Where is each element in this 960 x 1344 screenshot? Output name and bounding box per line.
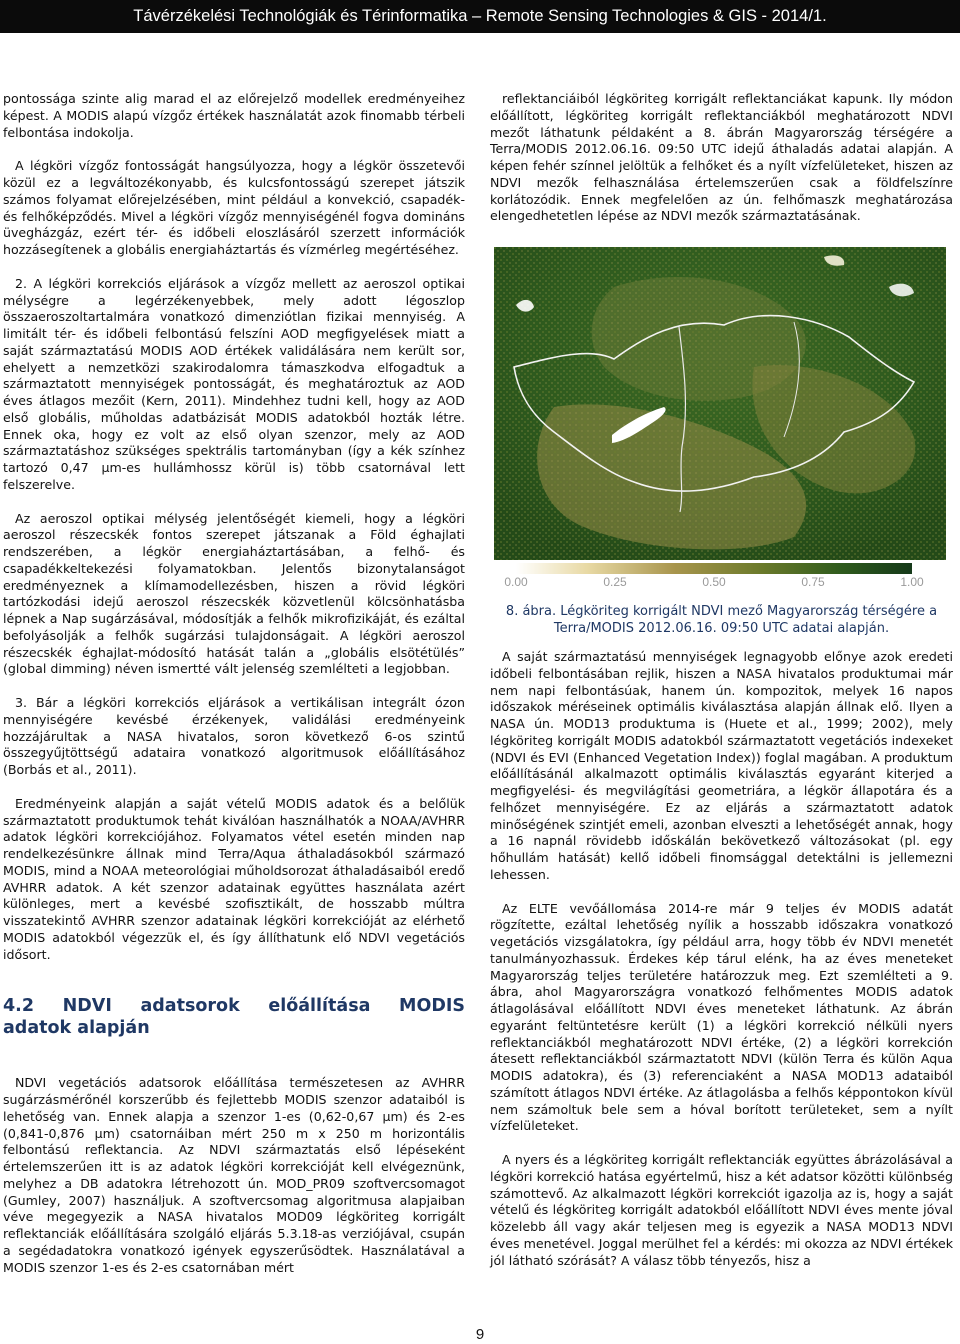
paragraph: 2. A légköri korrekciós eljárások a vízgőz mellett az aeroszol optikai mélységre a legérzékenyebbek, mely adott légoszlop összaeroszoltartalmára vonatkozó dimenziótlan fizikai mennyiség. A limitált tér- és időbeli felbontású felszíni AOD megfigyelések miatt a saját származtatású MODIS AOD értékek validálására nem került sor, ehelyett a nemzetközi szakirodalomra támaszkodva elfogadtuk a származtatott mennyiségek pontosságát, és meghatároztuk az AOD éves átlagos mezőit (Kern, 2011). Mindehhez tudni kell, hogy az AOD első globális, műholdas adatbázisát MODIS adatokból hozták létre. Ennek oka, hogy ez volt az első olyan szenzor, mely az AOD származtatáshoz szükséges spektrális tartományban (így a kék színhez tartozó 0,47 µm-es hullámhossz körül is) több csatornával lett felszerelve. xyxy=(3,275,465,492)
paragraph: A saját származtatású mennyiségek legnagyobb előnye azok eredeti időbeli felbontásában rejlik, hiszen a NASA hivatalos produktumai már nem napi felbontásúak, hanem ún. kompozitok, melyek 16 napos időszakok méréseinek optimális kiválasztása alapján állnak elő. Ilyen a NASA ún. MOD13 produktuma is (Huete et al., 1999; 2002), mely légköriteg korrigált MODIS adatokból származtatott vegetációs indexeket (NDVI és EVI (Enhanced Vegetation Index)) foglal magában. A produktum előállításánál alkalmazott optimális kiválasztás egyaránt kiterjed a megfigyelési- és megvilágítási geometriára, a légkör állapotára és a felhőzet mennyiségére. Ez az eljárás a származtatott adatok minőségének szintjét emeli, azonban elveszti a lehetőségét annak, hogy a 16 napnál rövidebb időskálán bekövetkező változásokat (pl. egy hőhullám hatását) kellő időbeli finomsággal detektálni is jellemezni lehessen. xyxy=(490,649,953,882)
paragraph: pontossága szinte alig marad el az előrejelző modellek eredményeihez képest. A MODIS alapú vízgőz értékek használatát azok finomabb térbeli felbontása indokolja. xyxy=(3,91,465,140)
left-column xyxy=(3,91,465,1276)
scale-tick-label: 0.00 xyxy=(504,575,528,589)
page-number: 9 xyxy=(475,1326,485,1343)
page-header xyxy=(0,0,960,33)
paragraph: A légköri vízgőz fontosságát hangsúlyozza, hogy a légkör összetevői közül ez a legváltozékonyabb, és kulcsfontosságú szerepet játszik számos folyamat előrejelzésében, mint például a konvekció, csapadék- és felhőképződés. Mivel a légköri vízgőz mennyiségénél fogva domináns üvegházgáz, ezért tér- és időbeli eloszlásáról szerzett információk hozzásegítenek a globális energiaháztartás és vízmérleg megértéséhez. xyxy=(3,158,465,257)
scale-tick-label: 0.50 xyxy=(702,575,726,589)
caption-line: Terra/MODIS 2012.06.16. 09:50 UTC adatai alapján. xyxy=(553,620,890,636)
section-title-line: adatok alapján xyxy=(3,1018,150,1039)
paragraph: 3. Bár a légköri korrekciós eljárások a vertikálisan integrált ózon mennyiségére kevésbé érzékenyek, validálási eredményeink hozzájárultak a NASA hivatalos, soron következő 6-os szintű összegyűjtöttségű adataira vonatkozó algoritmusok előállításához (Borbás et al., 2011). xyxy=(3,695,465,777)
ndvi-figure xyxy=(494,247,946,590)
paragraph: A nyers és a légköriteg korrigált reflektanciák együttes ábrázolásával a légköri korrekció hatása egyértelmű, hisz a két adatsor közötti különbség számottevő. Az alkalmazott légköri korrekciót igazolja az is, hogy a saját vételű és légköriteg korrigált adatokból előállított NDVI éves mente jóval közelebb áll vagy akár teljesen meg is egyezik a NASA MOD13 NDVI éves menetével. Joggal merülhet fel a kérdés: mi okozza az NDVI értékek jól látható szórását? A válasz több tényezős, hisz a xyxy=(490,1152,953,1268)
paragraph: Eredményeink alapján a saját vételű MODIS adatok és a belőlük származtatott produktumok tehát kiválóan használhatók a NOAA/AVHRR adatok légköri korrekciójához. Folyamatos vétel esetén minden nap rendelkezésünkre állnak mind Terra/Aqua áthaladásokból származó MODIS, mind a NOAA meteorológiai műholdsorozat áthaladásaiból eredő AVHRR adatok. A két szenzor adatainak együttes használata azért különleges, mert a kevésbé szofisztikált, de hosszabb múltra visszatekintő AVHRR szenzor adatainak légköri korrekcióját az elérhető MODIS adatokból végezzük el, és így állíthatunk elő NDVI vegetációs idősort. xyxy=(3,795,465,962)
figure-caption xyxy=(490,604,953,637)
right-column xyxy=(490,91,953,1269)
scale-tick-label: 0.75 xyxy=(801,575,825,589)
scale-tick-label: 0.25 xyxy=(603,575,627,589)
section-title xyxy=(3,995,465,1039)
ndvi-scale-ticks xyxy=(504,574,924,590)
paragraph: reflektanciáiból légköriteg korrigált reflektanciákat kapunk. Ily módon előállított, légköriteg korrigált reflektanciákból meghatározott NDVI mezőt láthatunk példaként a 8. ábrán Magyarország térségére a Terra/MODIS 2012.06.16. 09:50 UTC idejű áthaladás adatai alapján. A képen fehér színnel jelöltük a felhőket és a nyílt vízfelületeket, hiszen az NDVI mezők felhasználása értelemszerűen csak a földfelszínre korlátozódik. Ennek megfelelően az ún. felhőmaszk meghatározása elengedhetetlen lépése az NDVI mezők származtatásának. xyxy=(490,91,953,224)
section-title-line: 4.2 NDVI adatsorok előállítása MODIS xyxy=(3,996,465,1017)
paragraph: NDVI vegetációs adatsorok előállítása természetesen az AVHRR sugárzásmérőnél korszerűbb és fejlettebb MODIS szenzor adataiból is lehetőség van. Ennek alapja a szenzor 1-es (0,62-0,67 µm) és 2-es (0,841-0,876 µm) csatornáiban mért 250 m x 250 m horizontális felbontású reflektancia. Az NDVI származtatás első lépéseként értelemszerűen itt is az adatok légköri korrekcióját kell elvégeznünk, melyhez a DB adatokra létrehozott ún. MOD_PR09 szoftvercsomagot (Gumley, 2007) használjuk. A szoftvercsomag algoritmusa alapjaiban véve megegyezik a NASA hivatalos MOD09 légköriteg korrigált reflektanciák előállítására szolgáló eljárás 5.3.18-as verziójával, csupán a segédadatokra vonatkozó igények egyszerűsödtek. Használatával a MODIS szenzor 1-es és 2-es csatornában mért xyxy=(3,1075,465,1275)
ndvi-color-scale xyxy=(516,563,912,574)
scale-tick-label: 1.00 xyxy=(900,575,924,589)
caption-line: 8. ábra. Légköriteg korrigált NDVI mező Magyarország térségére a xyxy=(505,604,938,619)
paragraph: Az aeroszol optikai mélység jelentőségét kiemeli, hogy a légköri aeroszol részecskék fontos szerepet játszanak a Föld éghajlati rendszerében, a légkör energiaháztartásában, a felhő- és csapadékkeltekezési folyamatokban. Jelentős bizonytalanságot eredményeznek a klímamodellezésben, hiszen a rövid légköri tartózkodási idejű aeroszol részecskék közvetlenül kölcsönhatásba lépnek a Nap sugárzásával, módosítják a felhők mikrofizikáját, és ezáltal befolyásolják a felhők sugárzási tulajdonságait. A légköri aeroszol részecskék éghajlat-módosító hatását talán a „globális elsötétülés” (global dimming) néven ismertté vált jelenség szemlélteti a legjobban. xyxy=(3,510,465,677)
header-title: Távérzékelési Technológiák és Térinformatika – Remote Sensing Technologies & GIS - 2014/1. xyxy=(133,7,827,25)
ndvi-map-image xyxy=(494,247,946,560)
paragraph: Az ELTE vevőállomása 2014-re már 9 teljes év MODIS adatát rögzítette, ezáltal lehetőség nyílik a hosszabb időszakra vonatkozó vegetációs vizsgálatokra, így például arra, hogy több év NDVI menetét tanulmányozhassuk. Érdekes kép tárul elénk, ha az éves meneteket Magyarország teljes területére határozzuk meg. Ezt szemlélteti a 9. ábra, ahol Magyarországra vonatkozó felhőmentes MODIS adatok átlagolásával előállított NDVI éves meneteket láthatunk. Az ábrán egyaránt feltüntetésre került (1) a légköri korrekció nélküli nyers reflektanciákból meghatározott NDVI értéke, (2) a légköri korrekción átesett reflektanciákból származtatott NDVI (külön Terra és külön Aqua MODIS adatokra), és (3) referenciaként a NASA MOD13 adataiból számított átlagos NDVI értéke. Az átlagolásba a felhős képpontokon kívül nem számoltuk bele sem a hóval borított területeket, sem a nyílt vízfelületeket. xyxy=(490,900,953,1134)
